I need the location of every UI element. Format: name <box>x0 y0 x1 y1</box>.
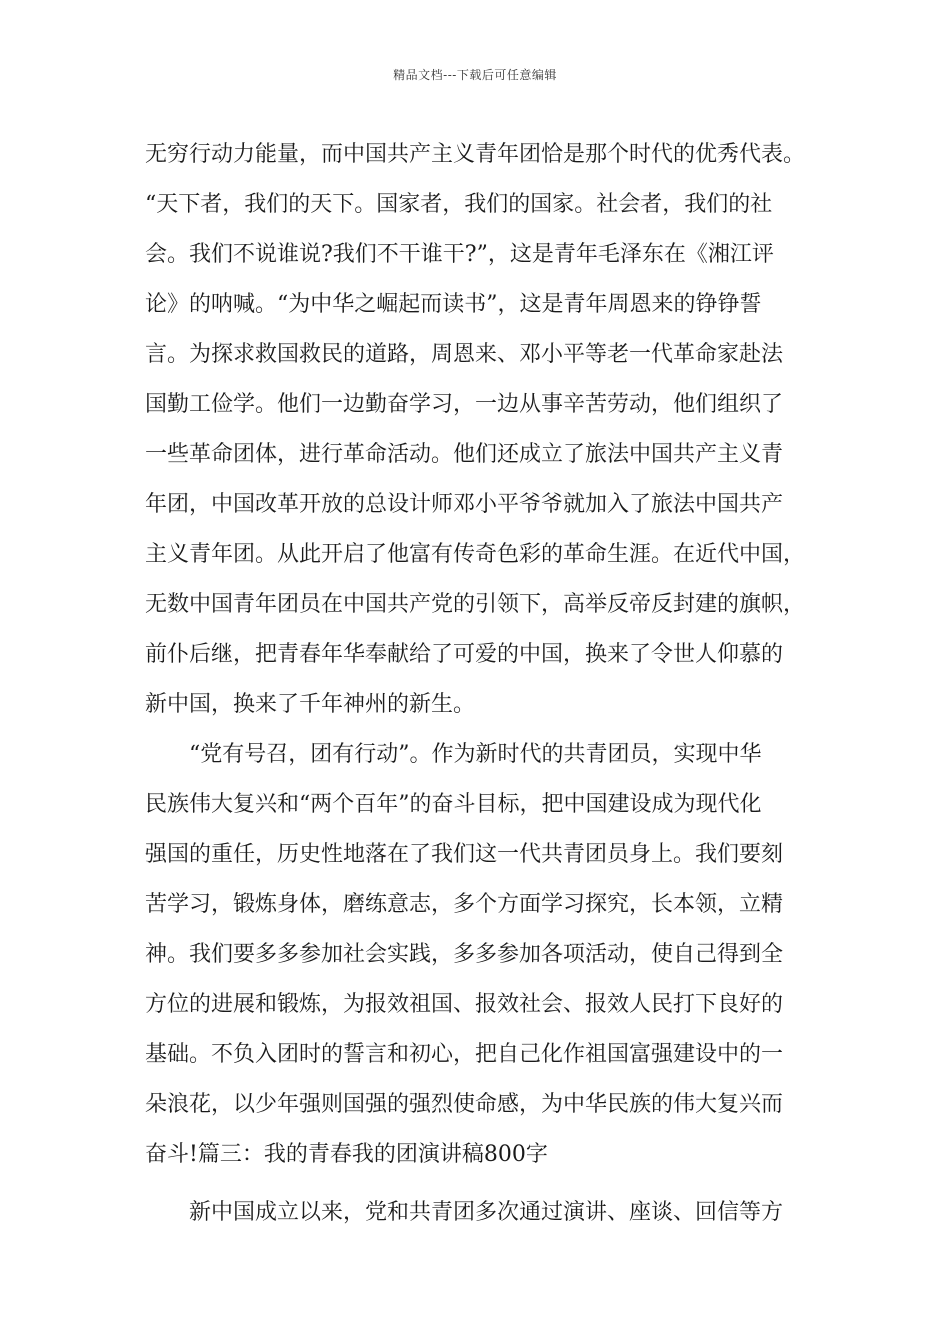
text-line: 无数中国青年团员在中国共产党的引领下，高举反帝反封建的旗帜， <box>145 592 806 617</box>
page-header: 精品文档---下载后可任意编辑 <box>393 68 557 82</box>
text-line: 方位的进展和锻炼，为报效祖国、报效社会、报效人民打下良好的 <box>145 992 784 1017</box>
text-line: “天下者，我们的天下。国家者，我们的国家。社会者，我们的社 <box>145 192 773 217</box>
text-line: 新中国，换来了千年神州的新生。 <box>145 692 476 717</box>
text-line: 论》的呐喊。“为中华之崛起而读书”，这是青年周恩来的铮铮誓 <box>145 292 762 317</box>
text-line: 会。我们不说谁说?我们不干谁干?”，这是青年毛泽东在《湘江评 <box>145 242 774 267</box>
section-heading-line: 奋斗!篇三：我的青春我的团演讲稿800字 <box>145 1142 548 1167</box>
text-line: 强国的重任，历史性地落在了我们这一代共青团员身上。我们要刻 <box>145 842 784 867</box>
document-body <box>145 130 815 1238</box>
text-line: 一些革命团体，进行革命活动。他们还成立了旅法中国共产主义青 <box>145 442 784 467</box>
text-line: 民族伟大复兴和“两个百年”的奋斗目标，把中国建设成为现代化 <box>145 792 762 817</box>
text-line: 主义青年团。从此开启了他富有传奇色彩的革命生涯。在近代中国， <box>145 542 806 567</box>
text-line: 年团，中国改革开放的总设计师邓小平爷爷就加入了旅法中国共产 <box>145 492 784 517</box>
text-line: 国勤工俭学。他们一边勤奋学习，一边从事辛苦劳动，他们组织了 <box>145 392 784 417</box>
text-line: 基础。不负入团时的誓言和初心，把自己化作祖国富强建设中的一 <box>145 1042 784 1067</box>
paragraph-first-line: 新中国成立以来，党和共青团多次通过演讲、座谈、回信等方 <box>189 1200 784 1225</box>
text-line: 神。我们要多多参加社会实践，多多参加各项活动，使自己得到全 <box>145 942 784 967</box>
text-line: 苦学习，锻炼身体，磨练意志，多个方面学习探究，长本领，立精 <box>145 892 784 917</box>
text-line: 无穷行动力能量，而中国共产主义青年团恰是那个时代的优秀代表。 <box>145 142 806 167</box>
paragraph-first-line: “党有号召，团有行动”。作为新时代的共青团员，实现中华 <box>189 742 762 767</box>
text-line: 前仆后继，把青春年华奉献给了可爱的中国，换来了令世人仰慕的 <box>145 642 784 667</box>
text-line: 言。为探求救国救民的道路，周恩来、邓小平等老一代革命家赴法 <box>145 342 784 367</box>
text-line: 朵浪花，以少年强则国强的强烈使命感，为中华民族的伟大复兴而 <box>145 1092 784 1117</box>
